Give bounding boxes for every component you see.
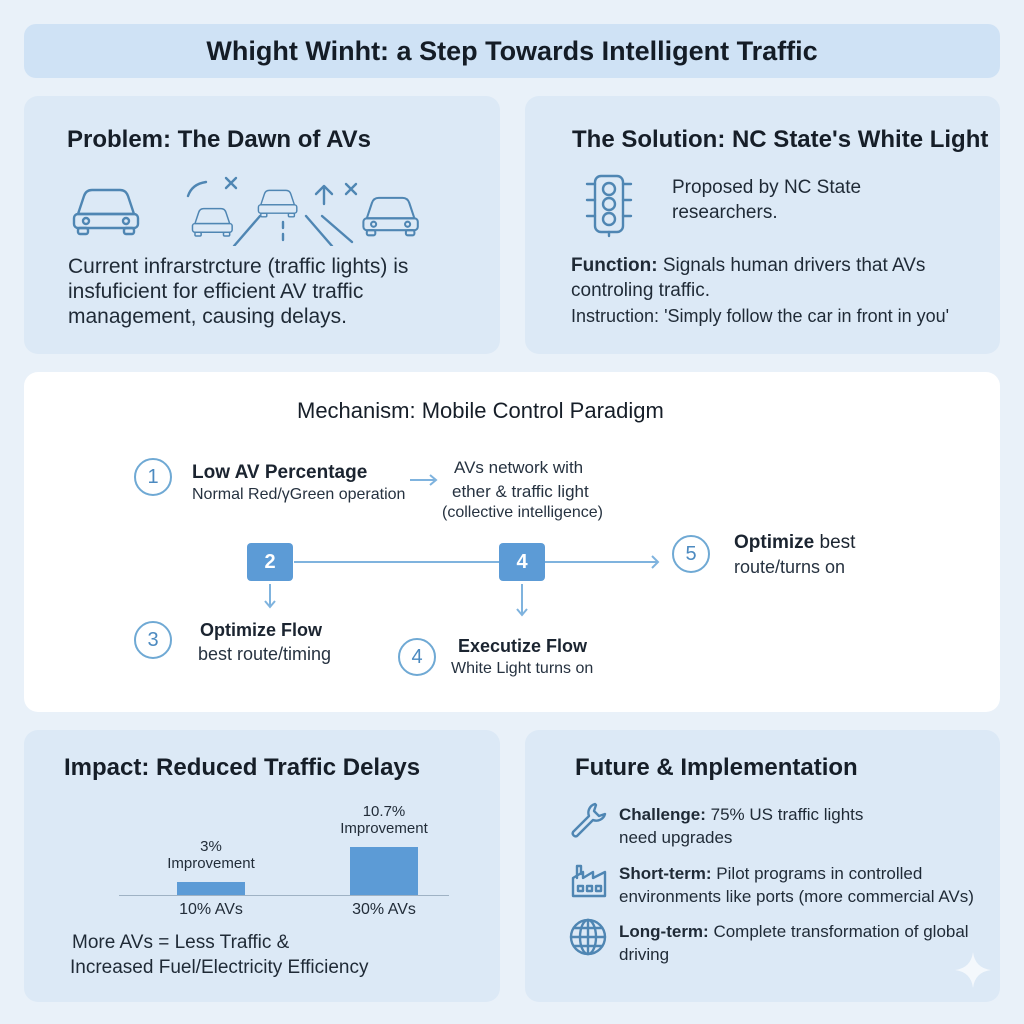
- impact-bar-chart: [119, 800, 449, 940]
- long-term-item: [619, 920, 969, 943]
- sparkle-icon: [953, 950, 993, 990]
- solution-panel: [525, 96, 1000, 354]
- page-title: Whight Winht: a Step Towards Intelligent Traffic: [206, 35, 818, 66]
- instruction-label: Instruction:: [571, 306, 660, 326]
- challenge-item: [619, 803, 863, 826]
- step-5-subtitle: route/turns on: [734, 557, 846, 577]
- network-line-3: (collective intelligence): [442, 504, 603, 521]
- future-panel: [525, 730, 1000, 1002]
- step-5-title-bold: Optimize: [734, 532, 815, 553]
- long-term-label: Long-term:: [619, 922, 709, 941]
- long-term-text-1: Complete transformation of global: [713, 922, 969, 941]
- arrow-down-icon: [262, 582, 278, 610]
- arrow-right-icon: [408, 472, 440, 488]
- arrow-right-icon: [642, 553, 662, 571]
- solution-heading: The Solution: NC State's White Light: [572, 126, 989, 153]
- car-icon: [258, 190, 296, 216]
- step-3-title: Optimize Flow: [200, 620, 323, 640]
- chart-value-sublabel: Improvement: [340, 820, 428, 837]
- solution-proposed-line-2: researchers.: [672, 202, 778, 223]
- chart-bar: [350, 847, 418, 895]
- instruction-text: 'Simply follow the car in front in you': [664, 306, 950, 326]
- factory-icon: [569, 860, 609, 900]
- problem-heading: Problem: The Dawn of AVs: [67, 126, 372, 153]
- impact-panel: [24, 730, 500, 1002]
- car-icon: [74, 190, 138, 234]
- step-5-title-rest: best: [814, 532, 856, 553]
- globe-icon: [567, 916, 609, 958]
- impact-footer-2: Increased Fuel/Electricity Efficiency: [70, 957, 369, 978]
- step-3-badge: 3: [134, 621, 172, 659]
- mechanism-heading: Mechanism: Mobile Control Paradigm: [297, 398, 664, 423]
- step-1-badge: 1: [134, 458, 172, 496]
- problem-line-3: management, causing delays.: [68, 305, 347, 328]
- step-4-badge: 4: [398, 638, 436, 676]
- problem-panel: [24, 96, 500, 354]
- network-line-2: ether & traffic light: [452, 482, 589, 501]
- solution-function: [571, 253, 925, 279]
- chart-value-label: [324, 803, 444, 837]
- function-text-1: Signals human drivers that AVs: [662, 255, 926, 276]
- function-label: Function:: [571, 255, 658, 276]
- chart-value-percent: 10.7%: [362, 803, 406, 820]
- chart-baseline: [119, 895, 449, 896]
- step-4-badge-square: 4: [499, 543, 545, 581]
- step-5-title: [734, 532, 855, 554]
- short-term-item: [619, 862, 922, 885]
- chart-bar: [177, 882, 245, 895]
- short-term-text-2: environments like ports (more commercial AVs): [619, 887, 974, 906]
- chart-category-label: 30% AVs: [352, 901, 416, 918]
- challenge-text-1: 75% US traffic lights: [710, 805, 864, 824]
- impact-heading: Impact: Reduced Traffic Delays: [64, 754, 421, 781]
- step-5-badge: 5: [672, 535, 710, 573]
- chart-category-label: 10% AVs: [179, 901, 243, 918]
- problem-line-2: insfuficient for efficient AV traffic: [68, 280, 364, 303]
- solution-proposed-line-1: Proposed by NC State: [672, 177, 862, 198]
- network-line-1: AVs network with: [454, 458, 584, 477]
- traffic-light-icon: [583, 172, 635, 238]
- step-4-subtitle: White Light turns on: [451, 660, 594, 677]
- car-icon: [363, 198, 417, 235]
- chart-value-sublabel: Improvement: [167, 855, 255, 872]
- arrow-down-icon: [514, 582, 530, 618]
- challenge-label: Challenge:: [619, 805, 706, 824]
- step-3-subtitle: best route/timing: [198, 644, 332, 664]
- chart-value-label: [151, 838, 271, 872]
- function-text-2: controling traffic.: [571, 280, 711, 301]
- wrench-icon: [569, 800, 609, 840]
- solution-instruction: [571, 303, 949, 329]
- flow-line: [294, 561, 654, 563]
- mechanism-panel: [24, 372, 1000, 712]
- problem-line-1: Current infrarstrcture (traffic lights) is: [68, 255, 409, 278]
- short-term-label: Short-term:: [619, 864, 712, 883]
- av-cars-illustration: [70, 176, 490, 246]
- future-heading: Future & Implementation: [575, 754, 858, 781]
- chart-value-percent: 3%: [200, 838, 222, 855]
- challenge-text-2: need upgrades: [619, 828, 733, 847]
- car-icon: [192, 209, 232, 236]
- step-1-title: Low AV Percentage: [192, 462, 368, 483]
- step-4-title: Executize Flow: [458, 636, 588, 656]
- step-1-subtitle: Normal Red/γGreen operation: [192, 486, 406, 503]
- long-term-text-2: driving: [619, 945, 670, 964]
- short-term-text-1: Pilot programs in controlled: [716, 864, 923, 883]
- page-title-bar: [24, 24, 1000, 78]
- step-2-badge: 2: [247, 543, 293, 581]
- impact-footer-1: More AVs = Less Traffic &: [72, 932, 290, 953]
